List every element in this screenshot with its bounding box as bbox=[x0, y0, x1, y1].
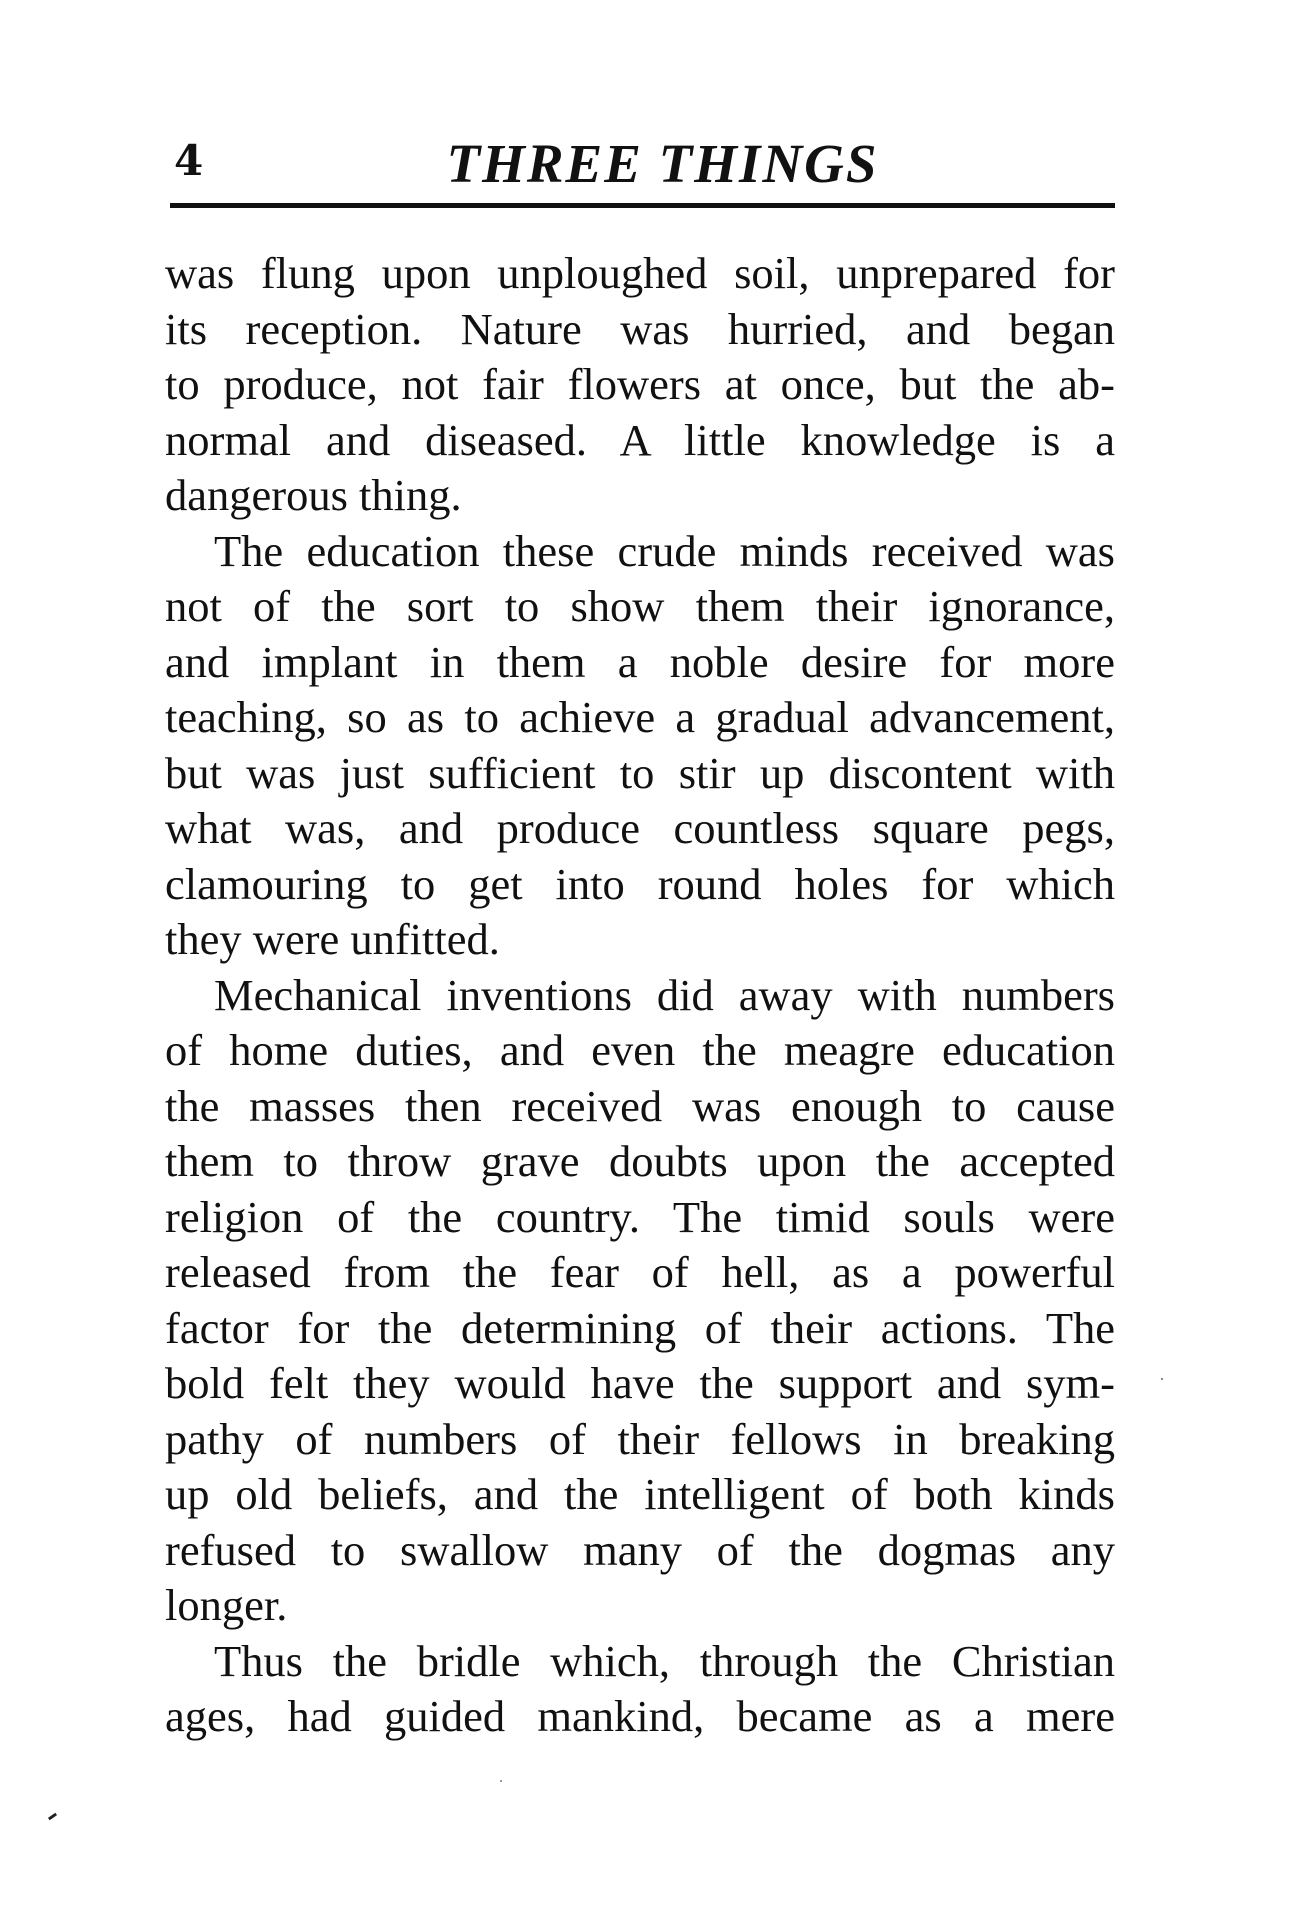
page-header bbox=[170, 128, 1115, 198]
text-line: bold felt they would have the support and sym- bbox=[165, 1358, 1115, 1408]
text-line: ages, had guided mankind, became as a mere bbox=[165, 1691, 1115, 1741]
scan-speck bbox=[48, 1813, 57, 1821]
text-line: normal and diseased. A little knowledge is a bbox=[165, 414, 1115, 465]
text-line: of home duties, and even the meagre education bbox=[165, 1025, 1115, 1075]
text-line: they were unfitted. bbox=[165, 914, 500, 964]
text-line: teaching, so as to achieve a gradual advancement, bbox=[165, 692, 1115, 742]
text-line: was flung upon unploughed soil, unprepared for bbox=[165, 248, 1115, 298]
running-title: THREE THINGS bbox=[446, 133, 879, 194]
header-rule bbox=[170, 203, 1115, 208]
text-line: pathy of numbers of their fellows in breaking bbox=[165, 1413, 1115, 1464]
paragraph-first-line: The education these crude minds received was bbox=[214, 525, 1115, 576]
paragraph-first-line: Mechanical inventions did away with numbers bbox=[214, 969, 1115, 1020]
text-line: longer. bbox=[165, 1580, 288, 1630]
text-line: what was, and produce countless square pegs, bbox=[165, 803, 1115, 853]
text-line: them to throw grave doubts upon the accepted bbox=[165, 1136, 1115, 1186]
text-line: and implant in them a noble desire for more bbox=[165, 636, 1115, 687]
text-line: religion of the country. The timid souls were bbox=[165, 1191, 1115, 1242]
page-number: 4 bbox=[174, 136, 204, 185]
text-line: refused to swallow many of the dogmas any bbox=[165, 1524, 1115, 1575]
text-line: clamouring to get into round holes for which bbox=[165, 858, 1115, 909]
text-line: released from the fear of hell, as a powerful bbox=[165, 1247, 1115, 1297]
text-line: its reception. Nature was hurried, and began bbox=[165, 303, 1115, 354]
text-line: but was just sufficient to stir up discontent with bbox=[165, 747, 1115, 798]
text-line: factor for the determining of their actions. The bbox=[165, 1302, 1115, 1353]
text-line: the masses then received was enough to cause bbox=[165, 1080, 1115, 1131]
text-line: not of the sort to show them their ignorance, bbox=[165, 581, 1115, 631]
scan-speck bbox=[500, 1780, 502, 1782]
body-text bbox=[165, 246, 1115, 1745]
text-line: to produce, not fair flowers at once, but the ab- bbox=[165, 359, 1115, 409]
text-line: up old beliefs, and the intelligent of both kinds bbox=[165, 1469, 1115, 1519]
text-line: dangerous thing. bbox=[165, 470, 462, 520]
paragraph-first-line: Thus the bridle which, through the Christian bbox=[214, 1635, 1115, 1686]
scan-speck bbox=[1161, 1378, 1163, 1380]
